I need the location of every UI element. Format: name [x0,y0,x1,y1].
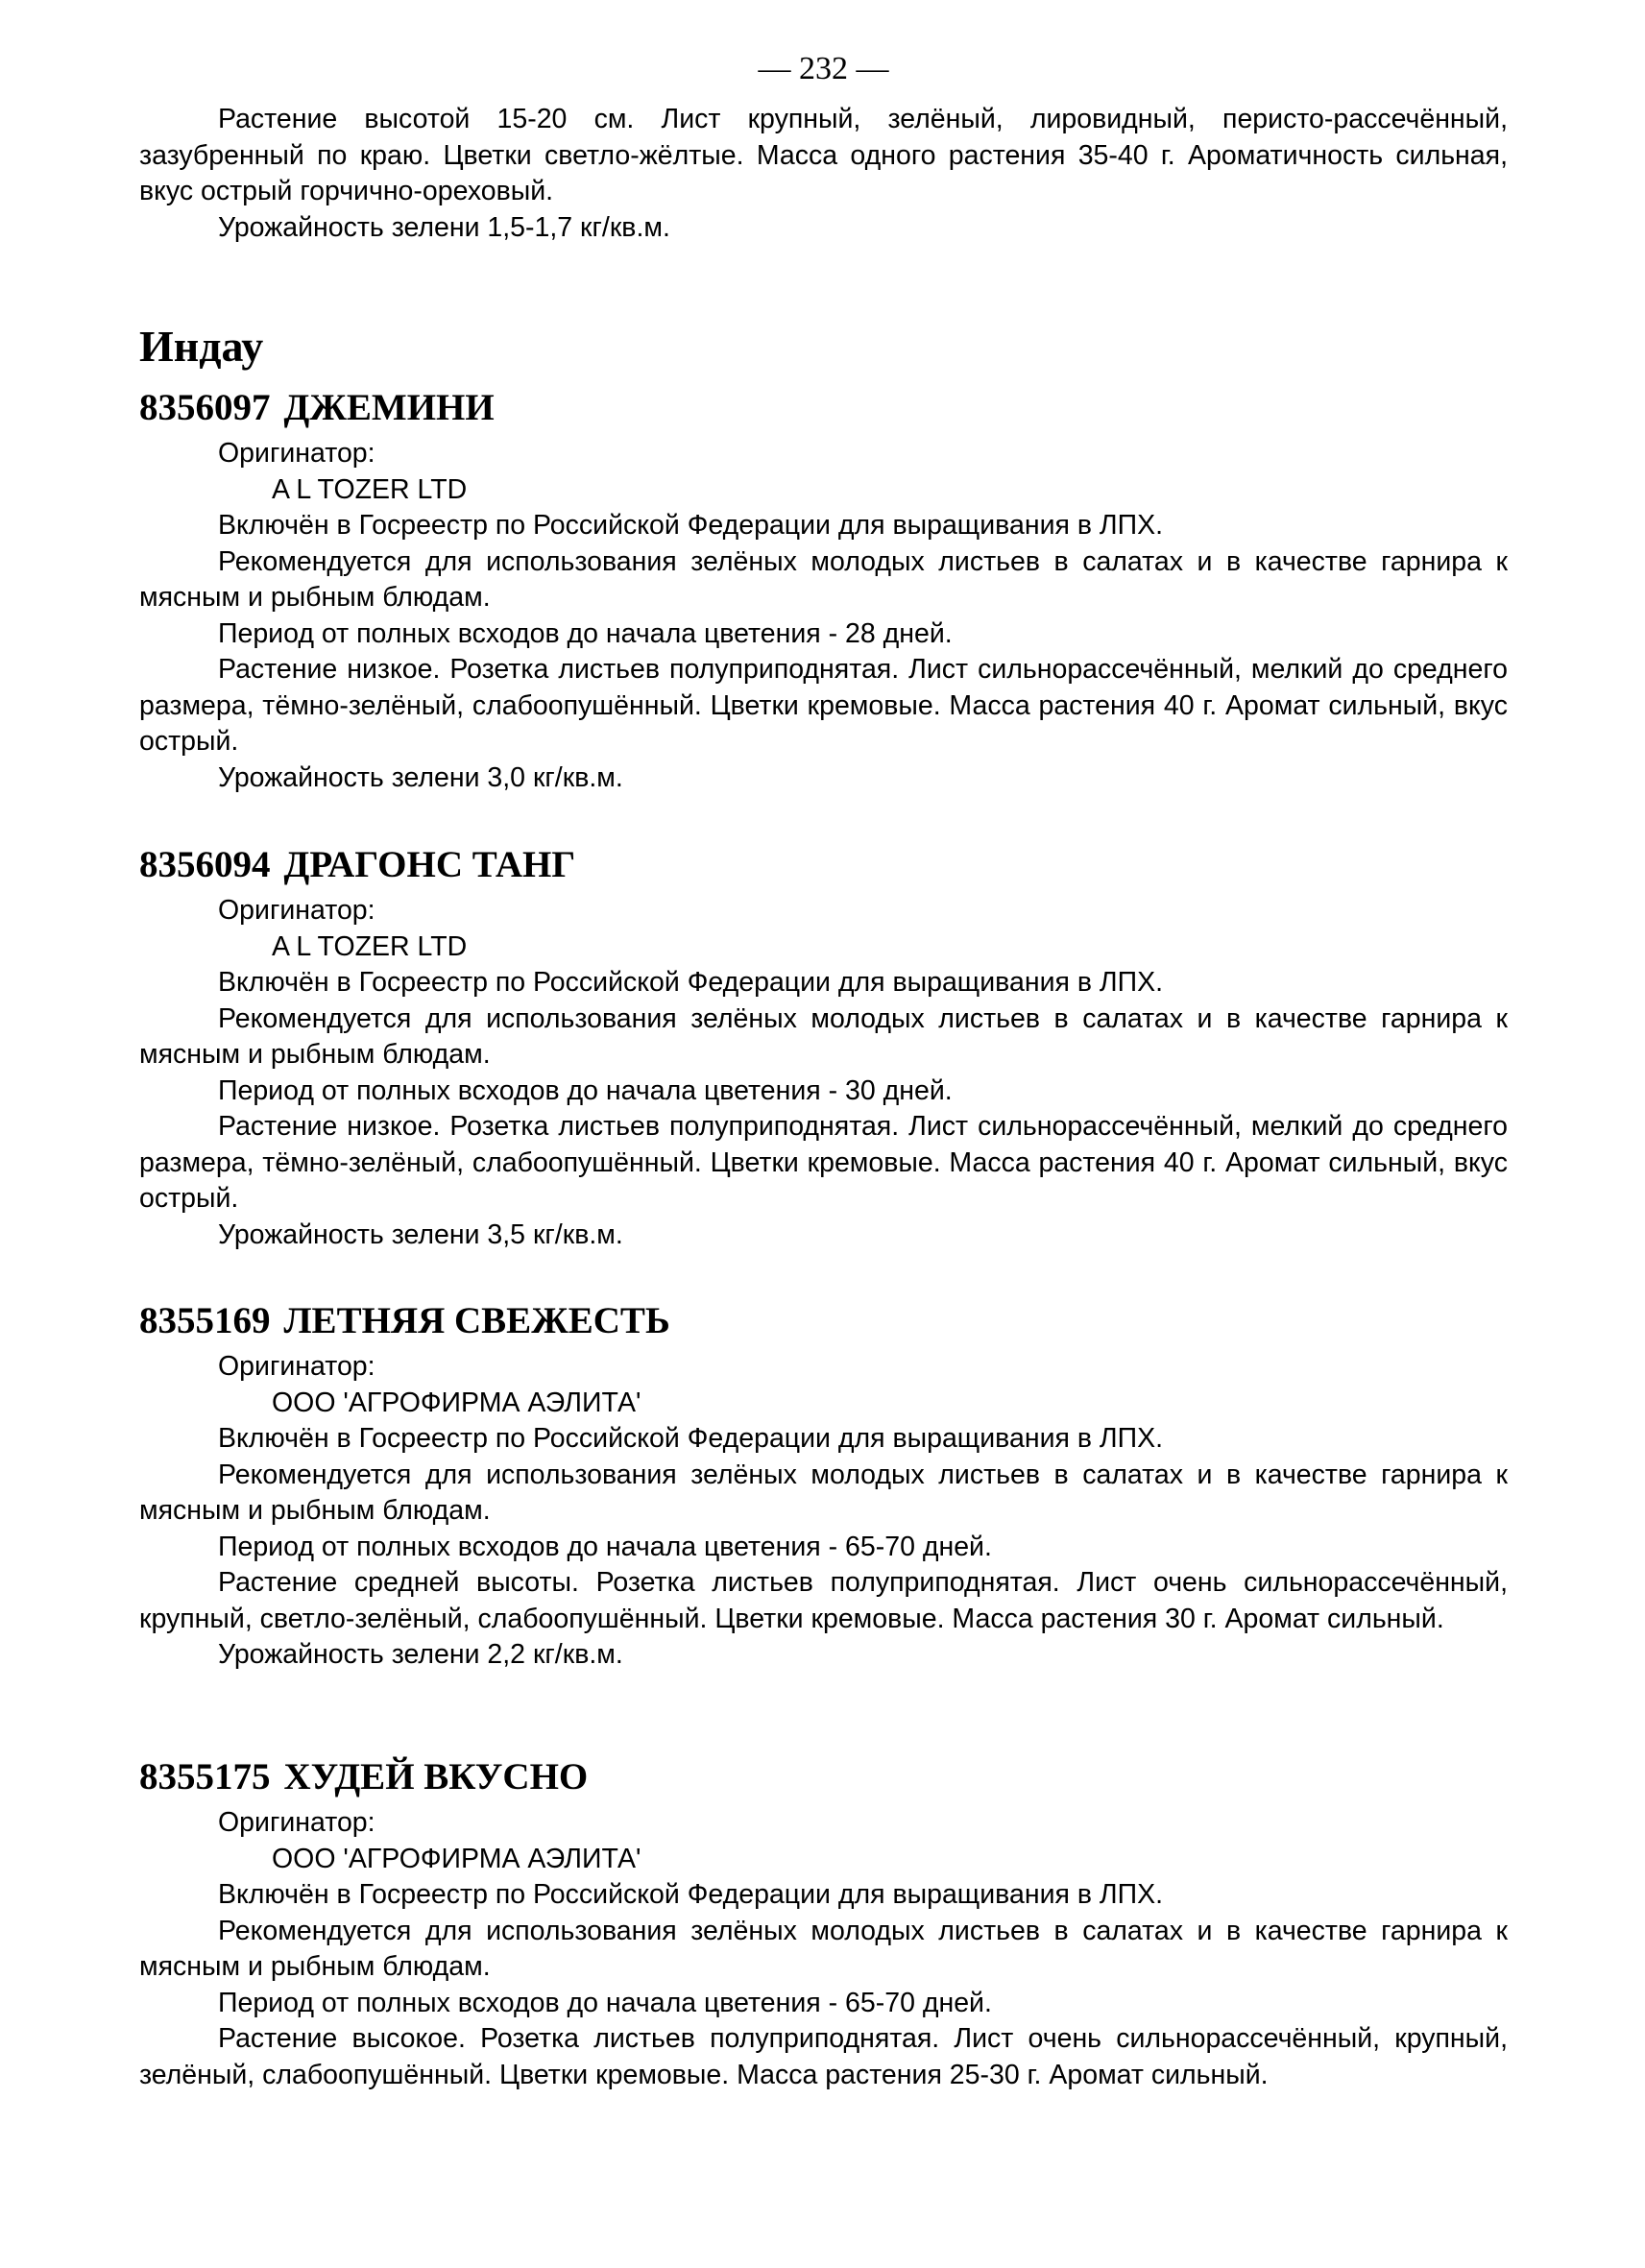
variety-entry [139,386,1508,796]
usage-note: Рекомендуется для использования зелёных молодых листьев в салатах и в качестве гарнира к мясным и рыбным блюдам. [139,1459,1508,1526]
period-note: Период от полных всходов до начала цветения - 65-70 дней. [218,1987,992,2018]
variety-entry [139,1755,1508,2093]
variety-code: 8356094 [139,844,271,885]
variety-title [139,1299,1508,1343]
register-note: Включён в Госреестр по Российской Федерации для выращивания в ЛПХ. [218,967,1164,998]
variety-name: ДЖЕМИНИ [283,387,495,428]
originator-label: Оригинатор: [218,1807,375,1838]
usage-note: Рекомендуется для использования зелёных молодых листьев в салатах и в качестве гарнира к мясным и рыбным блюдам. [139,545,1508,613]
variety-title [139,386,1508,430]
originator-name: A L TOZER LTD [272,473,468,505]
variety-description: Растение средней высоты. Розетка листьев полуприподнятая. Лист очень сильнорассечённый, крупный, светло-зелёный, слабоопушённый. Цветки кремовые. Масса растения 30 г. Аромат сильный. [139,1567,1508,1634]
variety-entry [139,843,1508,1253]
variety-code: 8355169 [139,1300,271,1341]
register-note: Включён в Госреестр по Российской Федерации для выращивания в ЛПХ. [218,510,1164,541]
originator-name: A L TOZER LTD [272,930,468,962]
yield-note: Урожайность зелени 3,5 кг/кв.м. [218,1218,623,1250]
originator-name: ООО 'АГРОФИРМА АЭЛИТА' [272,1387,641,1418]
register-note: Включён в Госреестр по Российской Федерации для выращивания в ЛПХ. [218,1879,1164,1910]
variety-title [139,1755,1508,1799]
yield-note: Урожайность зелени 2,2 кг/кв.м. [218,1639,623,1670]
intro-description: Растение высотой 15-20 см. Лист крупный, зелёный, лировидный, перисто-рассечённый, зазубренный по краю. Цветки светло-жёлтые. Масса одного растения 35-40 г. Ароматичность сильная, вкус острый горчично-ореховый. [139,104,1508,206]
originator-label: Оригинатор: [218,438,375,469]
intro-section [139,102,1508,246]
variety-description: Растение низкое. Розетка листьев полуприподнятая. Лист сильнорассечённый, мелкий до среднего размера, тёмно-зелёный, слабоопушённый. Цветки кремовые. Масса растения 40 г. Аромат сильный, вкус острый. [139,654,1508,757]
genus-heading: Индау [139,322,264,371]
variety-description: Растение низкое. Розетка листьев полуприподнятая. Лист сильнорассечённый, мелкий до среднего размера, тёмно-зелёный, слабоопушённый. Цветки кремовые. Масса растения 40 г. Аромат сильный, вкус острый. [139,1111,1508,1214]
originator-name: ООО 'АГРОФИРМА АЭЛИТА' [272,1843,641,1874]
usage-note: Рекомендуется для использования зелёных молодых листьев в салатах и в качестве гарнира к мясным и рыбным блюдам. [139,1002,1508,1070]
yield-note: Урожайность зелени 3,0 кг/кв.м. [218,761,623,793]
usage-note: Рекомендуется для использования зелёных молодых листьев в салатах и в качестве гарнира к мясным и рыбным блюдам. [139,1915,1508,1982]
originator-label: Оригинатор: [218,1351,375,1382]
variety-entry [139,1299,1508,1674]
variety-code: 8356097 [139,387,271,428]
page-number: — 232 — [758,51,889,86]
variety-description: Растение высокое. Розетка листьев полуприподнятая. Лист очень сильнорассечённый, крупный, зелёный, слабоопушённый. Цветки кремовые. Масса растения 25-30 г. Аромат сильный. [139,2023,1508,2090]
register-note: Включён в Госреестр по Российской Федерации для выращивания в ЛПХ. [218,1423,1164,1454]
period-note: Период от полных всходов до начала цветения - 30 дней. [218,1074,953,1106]
variety-name: ДРАГОНС ТАНГ [283,844,576,885]
intro-yield: Урожайность зелени 1,5-1,7 кг/кв.м. [218,211,670,243]
period-note: Период от полных всходов до начала цветения - 28 дней. [218,617,953,649]
variety-title [139,843,1508,887]
variety-name: ХУДЕЙ ВКУСНО [283,1756,589,1798]
variety-name: ЛЕТНЯЯ СВЕЖЕСТЬ [283,1300,670,1341]
originator-label: Оригинатор: [218,895,375,926]
period-note: Период от полных всходов до начала цветения - 65-70 дней. [218,1531,992,1562]
variety-code: 8355175 [139,1756,271,1798]
